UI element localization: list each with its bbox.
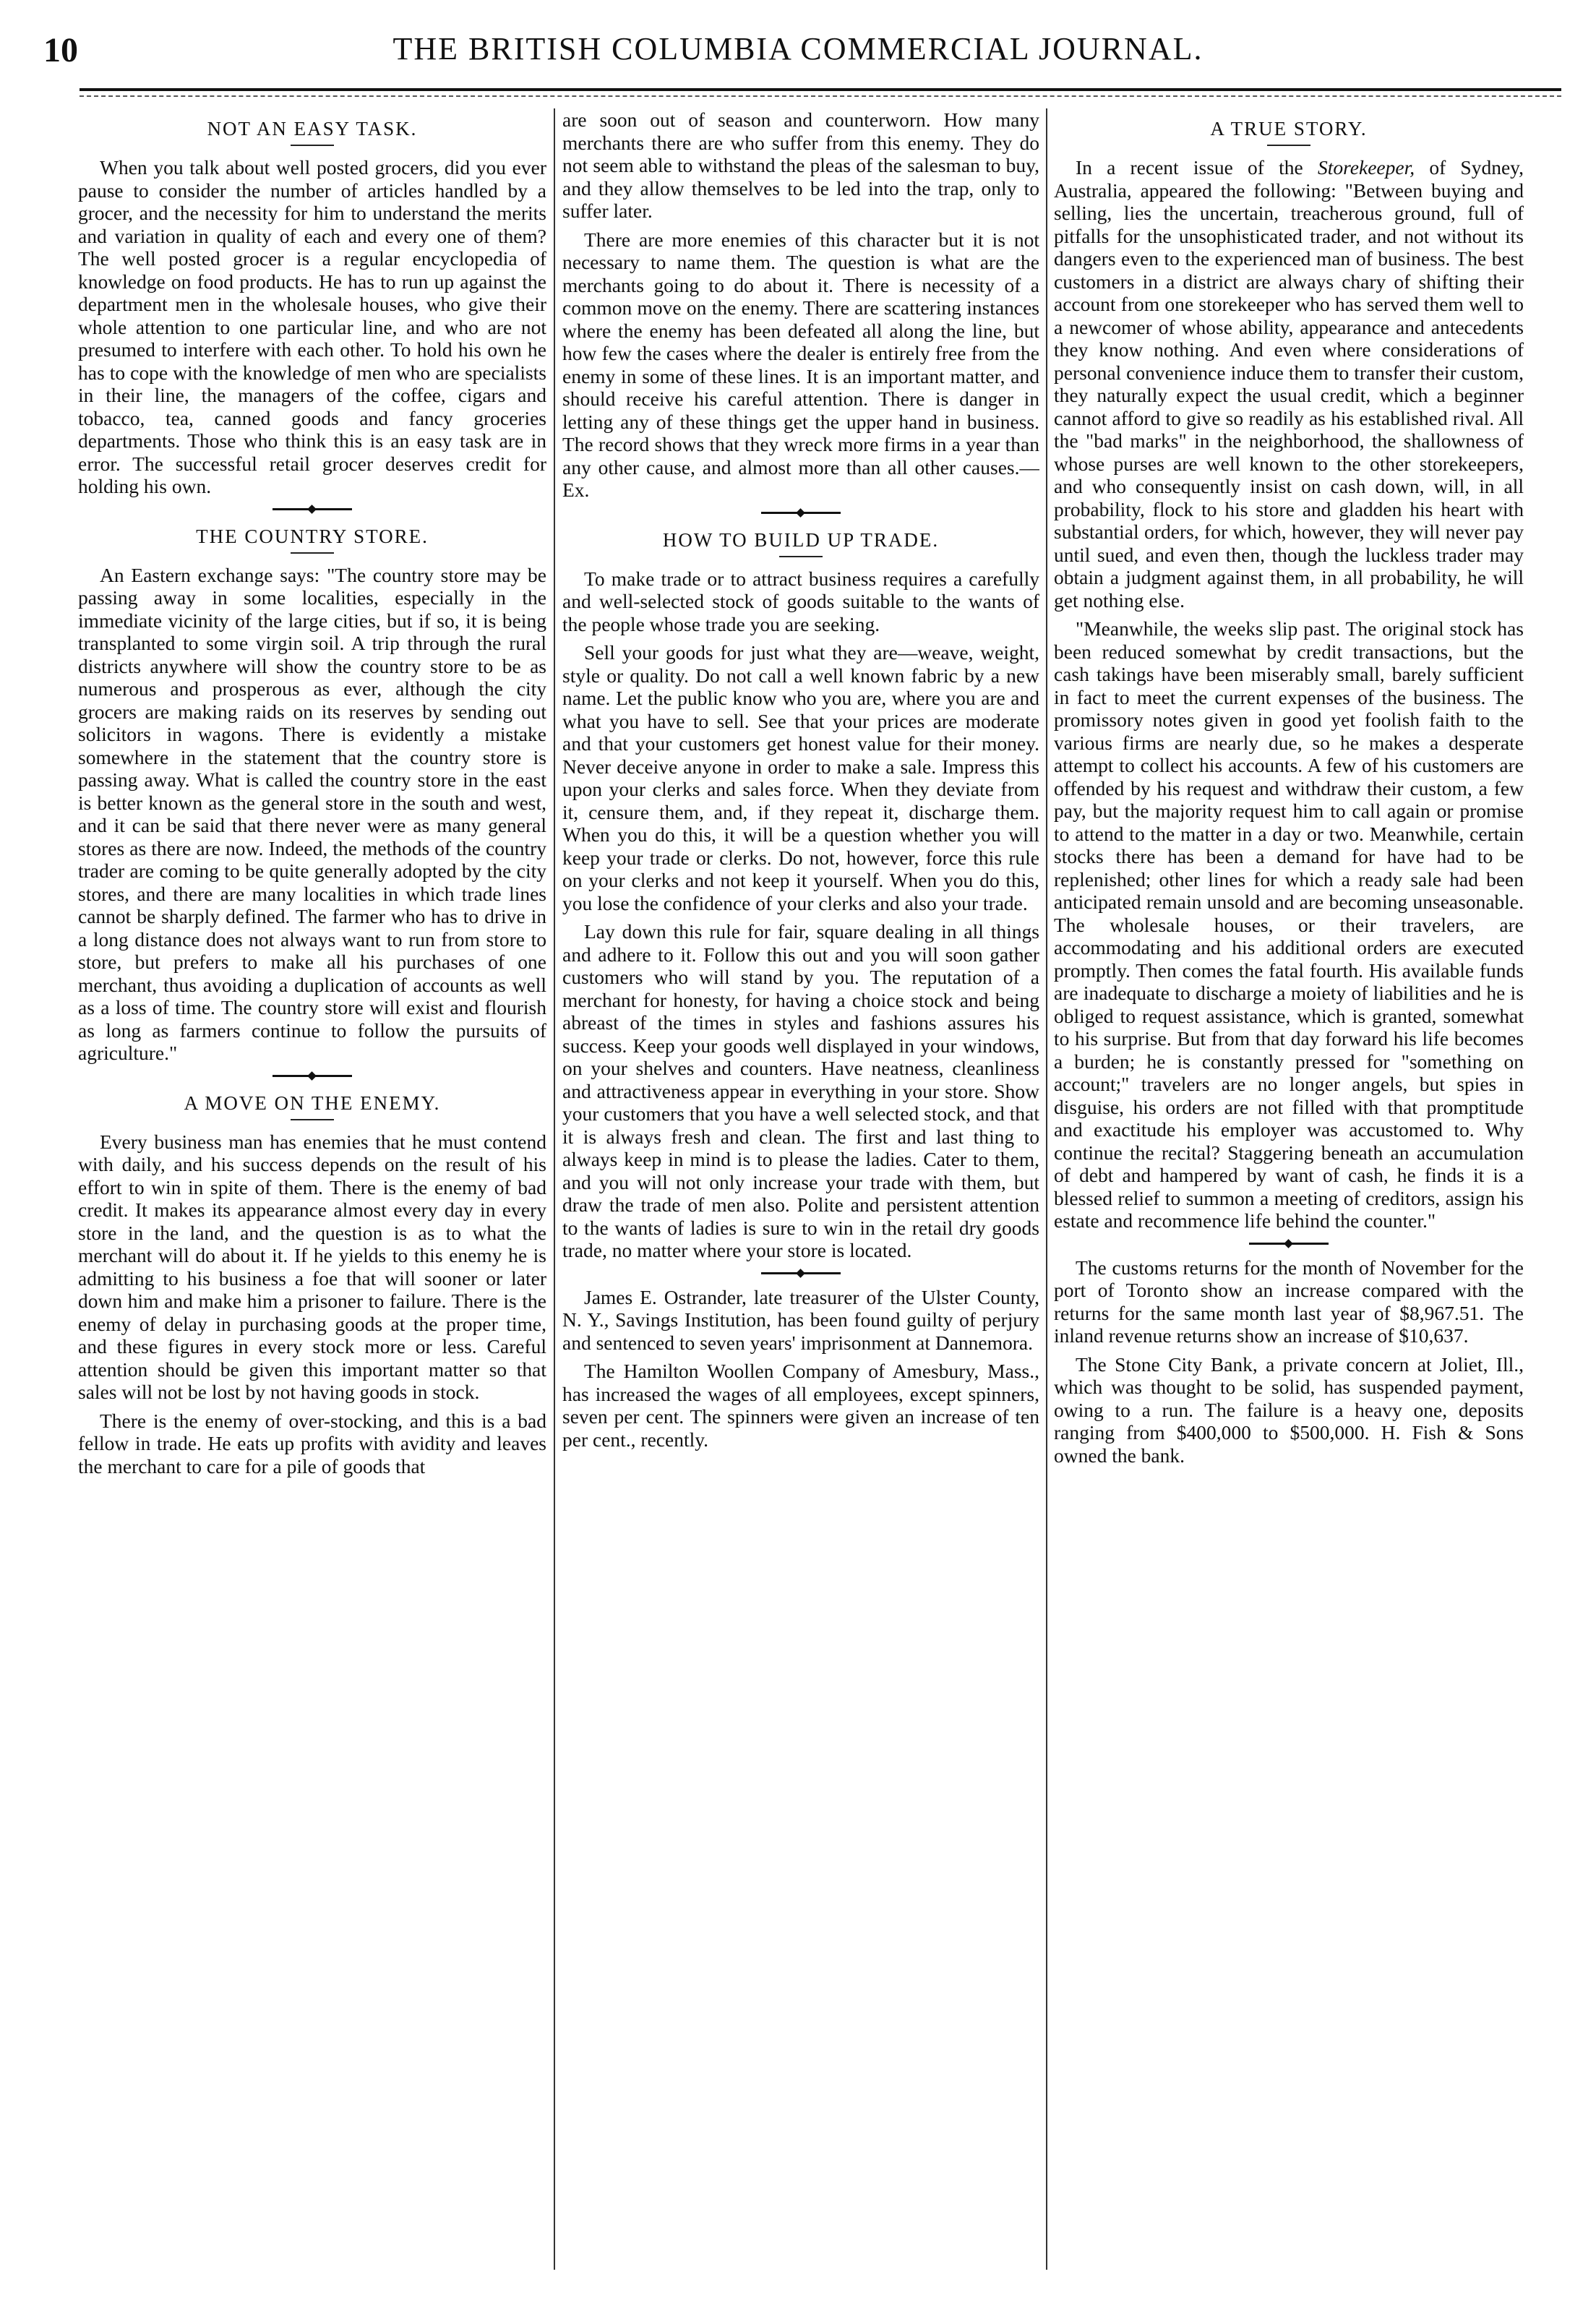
article-separator xyxy=(1249,1243,1329,1245)
article-paragraph: Lay down this rule for fair, square dealing in all things and adhere to it. Follow this out and you will soon gather customers who will stand by you. The reputation of a merchant for honesty, for having a choice stock and being abreast of the times in styles and fashions assures his success. Keep your goods well displayed in your windows, on your shelves and counters. Have neatness, cleanliness and attractiveness appear in everything in your store. Show your customers that you have a well selected stock, and that it is always fresh and clean. The first and last thing to always keep in mind is to please the ladies. Cater to them, and you will not only increase your trade with them, but draw the trade of men also. Polite and persistent attention to the wants of ladies is sure to win in the retail dry goods trade, no matter where your store is located. xyxy=(562,920,1039,1261)
heading-rule xyxy=(291,552,334,554)
article-separator xyxy=(273,1075,352,1077)
article-heading-build-up-trade: HOW TO BUILD UP TRADE. xyxy=(662,528,940,551)
column-divider-2 xyxy=(1046,108,1047,2270)
heading-rule xyxy=(1267,145,1310,146)
heading-rule xyxy=(779,556,823,557)
news-item-customs-returns: The customs returns for the month of November for the port of Toronto show an increase compared with the returns for the same month last year of $8,967.51. The inland revenue returns show an increase of $10,637. xyxy=(1054,1256,1524,1347)
article-heading-not-an-easy-task: NOT AN EASY TASK. xyxy=(207,118,418,140)
page-header xyxy=(43,30,1553,81)
news-item-hamilton-woollen: The Hamilton Woollen Company of Amesbury, Mass., has increased the wages of all employees, except spinners, seven per cent. The spinners were given an increase of ten per cent., recently. xyxy=(562,1360,1039,1451)
column-2 xyxy=(562,108,1039,2277)
article-separator xyxy=(761,1272,841,1274)
heading-rule xyxy=(291,145,334,146)
article-heading-country-store: THE COUNTRY STORE. xyxy=(196,525,429,547)
article-paragraph: Every business man has enemies that he must contend with daily, and his success depends on the result of his effort to win in spite of them. There is the enemy of bad credit. It makes its appearance almost every day in every store in the land, and the question is as to what the merchant will do about it. If he yields to this enemy he is admitting to his business a foe that will sooner or later down him and make him a prisoner to failure. There is the enemy of delay in purchasing goods at the proper time, and these figures in every stock more or less. Careful attention should be given this important matter so that sales will not be lost by not having goods in stock. xyxy=(78,1130,546,1403)
text-run: In a recent issue of the xyxy=(1076,156,1303,179)
article-paragraph: There is the enemy of over-stocking, and this is a bad fellow in trade. He eats up profits with avidity and leaves the merchant to care for a pile of goods that xyxy=(78,1409,546,1477)
article-paragraph: "Meanwhile, the weeks slip past. The original stock has been reduced somewhat by credit transactions, but the cash takings have been miserably small, barely sufficient in fact to meet the current expenses of the business. The promissory notes given in good yet foolish faith to the various firms are nearly due, so he makes a desperate attempt to collect his accounts. A few of his customers are offended by his request and withdraw their custom, a few pay, but the majority request him to call again or promise to attend to the matter in a day or two. Meanwhile, certain stocks there has been a demand for have had to be replenished; other lines for which a ready sale had been anticipated remain unsold and are becoming unseasonable. The wholesale houses, or their travelers, are accommodating and his additional orders are executed promptly. Then comes the fatal fourth. His available funds are inadequate to discharge a moiety of liabilities and he is obliged to request assistance, which is granted, somewhat to his surprise. But from that day forward his life becomes a burden; he is constantly pressed for "something on account;" travelers are no longer angels, but spies in disguise, his orders are not filled with that promptitude and exactitude his employer was accustomed to. Why continue the recital? Staggering beneath an accumulation of debt and hampered by want of cash, he finds it is a blessed relief to summon a meeting of creditors, assign his estate and recommence life behind the counter." xyxy=(1054,617,1524,1232)
article-paragraph: When you talk about well posted grocers, did you ever pause to consider the number of articles handled by a grocer, and the necessity for him to understand the merits and variation in quality of each and every one of them? The well posted grocer is a regular encyclopedia of knowledge on food products. He has to run up against the department men in the wholesale houses, who give their whole attention to one particular line, and who are not presumed to interfere with each other. To hold his own he has to cope with the knowledge of men who are specialists in their line, the managers of the coffee, cigars and tobacco, tea, canned goods and fancy groceries departments. Those who think this is an easy task are in error. The successful retail grocer deserves credit for holding his own. xyxy=(78,156,546,497)
page-number: 10 xyxy=(43,31,78,69)
article-paragraph: are soon out of season and counterworn. How many merchants there are who suffer from this enemy. They do not seem able to withstand the pleas of the salesman to buy, and they allow themselves to be led into the trap, only to suffer later. xyxy=(562,108,1039,222)
heading-rule xyxy=(291,1119,334,1120)
article-separator xyxy=(273,508,352,510)
article-paragraph: There are more enemies of this character but it is not necessary to name them. The question is what are the merchants going to do about it. There is necessity of a common move on the enemy. There are scattering instances where the enemy has been defeated all along the line, but how few the cases where the dealer is entirely free from the enemy in some of these lines. It is an important matter, and should receive his careful attention. There is danger in letting any of these things get the upper hand in business. The record shows that they wreck more firms in a year than any other cause, and almost more than all other causes.—Ex. xyxy=(562,228,1039,501)
article-heading-move-on-enemy: A MOVE ON THE ENEMY. xyxy=(184,1091,441,1114)
article-separator xyxy=(761,512,841,514)
header-rule xyxy=(80,88,1561,91)
publication-name: Storekeeper, xyxy=(1317,156,1415,179)
article-paragraph: An Eastern exchange says: "The country store may be passing away in some localities, especially in the immediate vicinity of the large cities, but if so, it is being transplanted to some virgin soil. A trip through the rural districts anywhere will show the country store to be as numerous and prosperous as ever, although the city grocers are making raids on its reserves by sending out solicitors in wagons. There is evidently a mistake somewhere in the statement that the country store is passing away. What is called the country store in the east is better known as the general store in the south and west, and it can be said that there never were as many general stores as there are now. Indeed, the methods of the country trader are coming to be quite generally adopted by the city stores, and there are many localities in which trade lines cannot be sharply defined. The farmer who has to drive in a long distance does not always want to run from store to store, but prefers to make all his purchases of one merchant, thus avoiding a duplication of accounts as well as a loss of time. The country store will exist and flourish as long as farmers continue to follow the pursuits of agriculture." xyxy=(78,563,546,1064)
journal-title: THE BRITISH COLUMBIA COMMERCIAL JOURNAL. xyxy=(392,31,1204,67)
text-run: of Sydney, Australia, appeared the following: "Between buying and selling, lies the uncertain, treacherous ground, full of pitfalls for the unsophisticated trader, and not without its dangers even to the experienced man of business. The best customers in a district are always chary of shifting their account from one storekeeper who has served them well to a newcomer of whose ability, appearance and antecedents they know nothing. And even where considerations of personal convenience induce them to transfer their custom, they naturally expect the usual credit, which a beginner cannot afford to give so readily as his established rival. All the "bad marks" in the neighborhood, the shallowness of whose purses are well known to the other storekeepers, and who consequently insist on cash down, will, in all probability, flock to his store and gladden his heart with substantial orders, for which, however, they will never pay until sued, and even then, though the luckless trader may obtain a judgment against them, in all probability, he will get nothing else. xyxy=(1054,156,1524,612)
article-heading-true-story: A TRUE STORY. xyxy=(1210,118,1368,140)
article-paragraph xyxy=(1054,156,1524,612)
news-item-ostrander: James E. Ostrander, late treasurer of the Ulster County, N. Y., Savings Institution, has been found guilty of perjury and sentenced to seven years' imprisonment at Dannemora. xyxy=(562,1285,1039,1354)
column-1 xyxy=(78,108,546,2277)
header-rule-dashed xyxy=(80,95,1561,97)
column-divider-1 xyxy=(554,108,555,2270)
column-3 xyxy=(1054,108,1524,2277)
news-item-stone-city-bank: The Stone City Bank, a private concern at Joliet, Ill., which was thought to be solid, has suspended payment, owing to a run. The failure is a heavy one, deposits ranging from $400,000 to $500,000. H. Fish & Sons owned the bank. xyxy=(1054,1352,1524,1467)
article-paragraph: Sell your goods for just what they are—weave, weight, style or quality. Do not call a well known fabric by a new name. Let the public know who you are, where you are and what you have to sell. See that your prices are moderate and that your customers get honest value for their money. Never deceive anyone in order to make a sale. Impress this upon your clerks and sales force. When they deviate from it, censure them, and, if they repeat it, discharge them. When you do this, it will be a question whether you will keep your trade or clerks. Do not, however, force this rule on your clerks and not keep it yourself. When you do this, you lose the confidence of your clerks and also your trade. xyxy=(562,641,1039,914)
article-paragraph: To make trade or to attract business requires a carefully and well-selected stock of goods suitable to the wants of the people whose trade you are seeking. xyxy=(562,567,1039,635)
